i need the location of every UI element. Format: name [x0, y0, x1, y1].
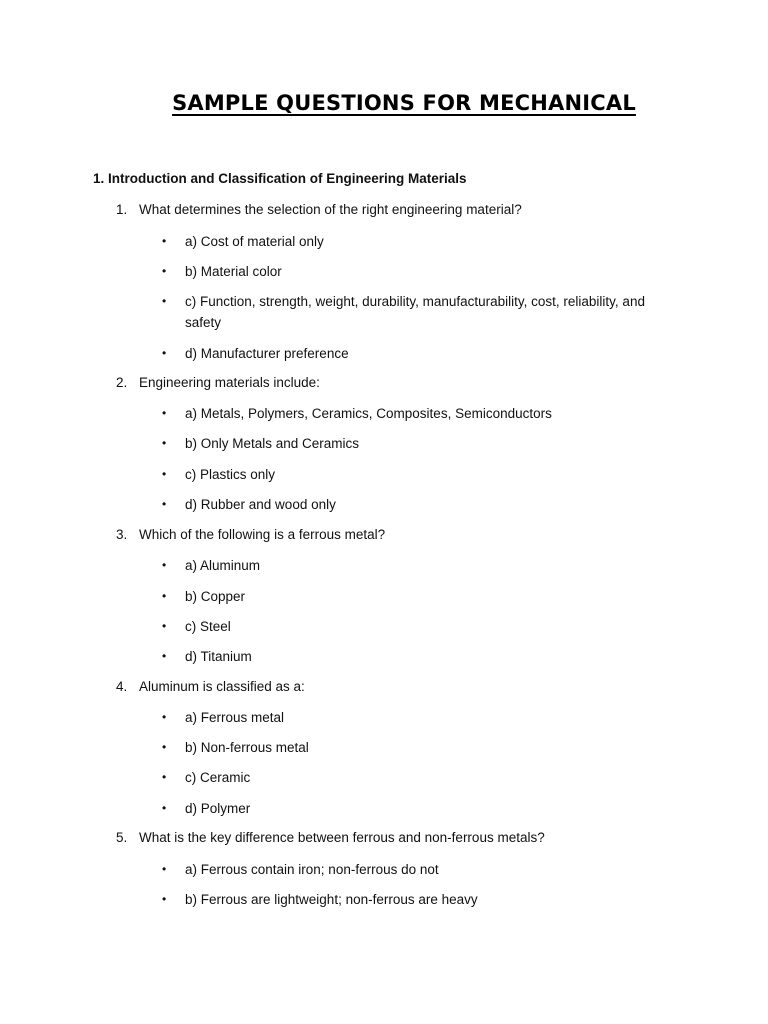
question-1-option-d [162, 343, 655, 364]
bullet: • [162, 710, 167, 724]
question-2-option-d [162, 494, 655, 515]
bullet: • [162, 619, 167, 633]
question-number: 1. [116, 202, 128, 217]
option-text: c) Function, strength, weight, durability, manufacturability, cost, reliability, and safety [185, 294, 645, 330]
bullet: • [162, 467, 167, 481]
bullet: • [162, 406, 167, 420]
question-1-option-c [162, 291, 655, 333]
question-5-option-b [162, 889, 655, 910]
question-2-option-c [162, 464, 655, 485]
bullet: • [162, 770, 167, 784]
option-text: a) Metals, Polymers, Ceramics, Composites, Semiconductors [185, 406, 552, 421]
option-text: b) Only Metals and Ceramics [185, 436, 360, 451]
bullet: • [162, 892, 167, 906]
option-text: b) Ferrous are lightweight; non-ferrous are heavy [185, 892, 478, 907]
question-1-option-b [162, 261, 655, 282]
option-text: d) Rubber and wood only [185, 497, 336, 512]
question-3-option-d [162, 646, 655, 667]
question-3-option-a [162, 555, 655, 576]
question-5 [116, 830, 545, 845]
option-text: d) Manufacturer preference [185, 346, 349, 361]
question-text: What determines the selection of the right engineering material? [139, 202, 522, 217]
option-text: b) Copper [185, 589, 246, 604]
bullet: • [162, 558, 167, 572]
bullet: • [162, 436, 167, 450]
bullet: • [162, 801, 167, 815]
question-3 [116, 527, 385, 542]
question-number: 2. [116, 375, 128, 390]
option-text: c) Ceramic [185, 770, 251, 785]
question-4-option-a [162, 707, 655, 728]
option-text: a) Cost of material only [185, 234, 324, 249]
question-number: 3. [116, 527, 128, 542]
question-2 [116, 375, 320, 390]
question-text: Engineering materials include: [139, 375, 320, 390]
question-5-option-a [162, 859, 655, 880]
question-4 [116, 679, 305, 694]
option-text: d) Polymer [185, 801, 251, 816]
question-4-option-d [162, 798, 655, 819]
section-heading: 1. Introduction and Classification of Engineering Materials [93, 171, 467, 186]
option-text: a) Ferrous contain iron; non-ferrous do not [185, 862, 439, 877]
question-3-option-b [162, 586, 655, 607]
bullet: • [162, 740, 167, 754]
question-number: 5. [116, 830, 128, 845]
option-text: b) Non-ferrous metal [185, 740, 309, 755]
option-text: a) Ferrous metal [185, 710, 285, 725]
bullet: • [162, 294, 167, 308]
question-text: Aluminum is classified as a: [139, 679, 305, 694]
bullet: • [162, 589, 167, 603]
question-4-option-b [162, 737, 655, 758]
bullet: • [162, 862, 167, 876]
bullet: • [162, 649, 167, 663]
option-text: a) Aluminum [185, 558, 261, 573]
option-text: b) Material color [185, 264, 282, 279]
bullet: • [162, 497, 167, 511]
bullet: • [162, 346, 167, 360]
question-2-option-b [162, 433, 655, 454]
question-3-option-c [162, 616, 655, 637]
question-2-option-a [162, 403, 655, 424]
document-title: SAMPLE QUESTIONS FOR MECHANICAL [172, 91, 636, 115]
bullet: • [162, 234, 167, 248]
question-1-option-a [162, 231, 655, 252]
option-text: c) Plastics only [185, 467, 276, 482]
question-text: Which of the following is a ferrous metal? [139, 527, 386, 542]
question-number: 4. [116, 679, 128, 694]
question-text: What is the key difference between ferrous and non-ferrous metals? [139, 830, 545, 845]
bullet: • [162, 264, 167, 278]
question-1 [116, 202, 522, 217]
option-text: d) Titanium [185, 649, 252, 664]
option-text: c) Steel [185, 619, 231, 634]
question-4-option-c [162, 767, 655, 788]
